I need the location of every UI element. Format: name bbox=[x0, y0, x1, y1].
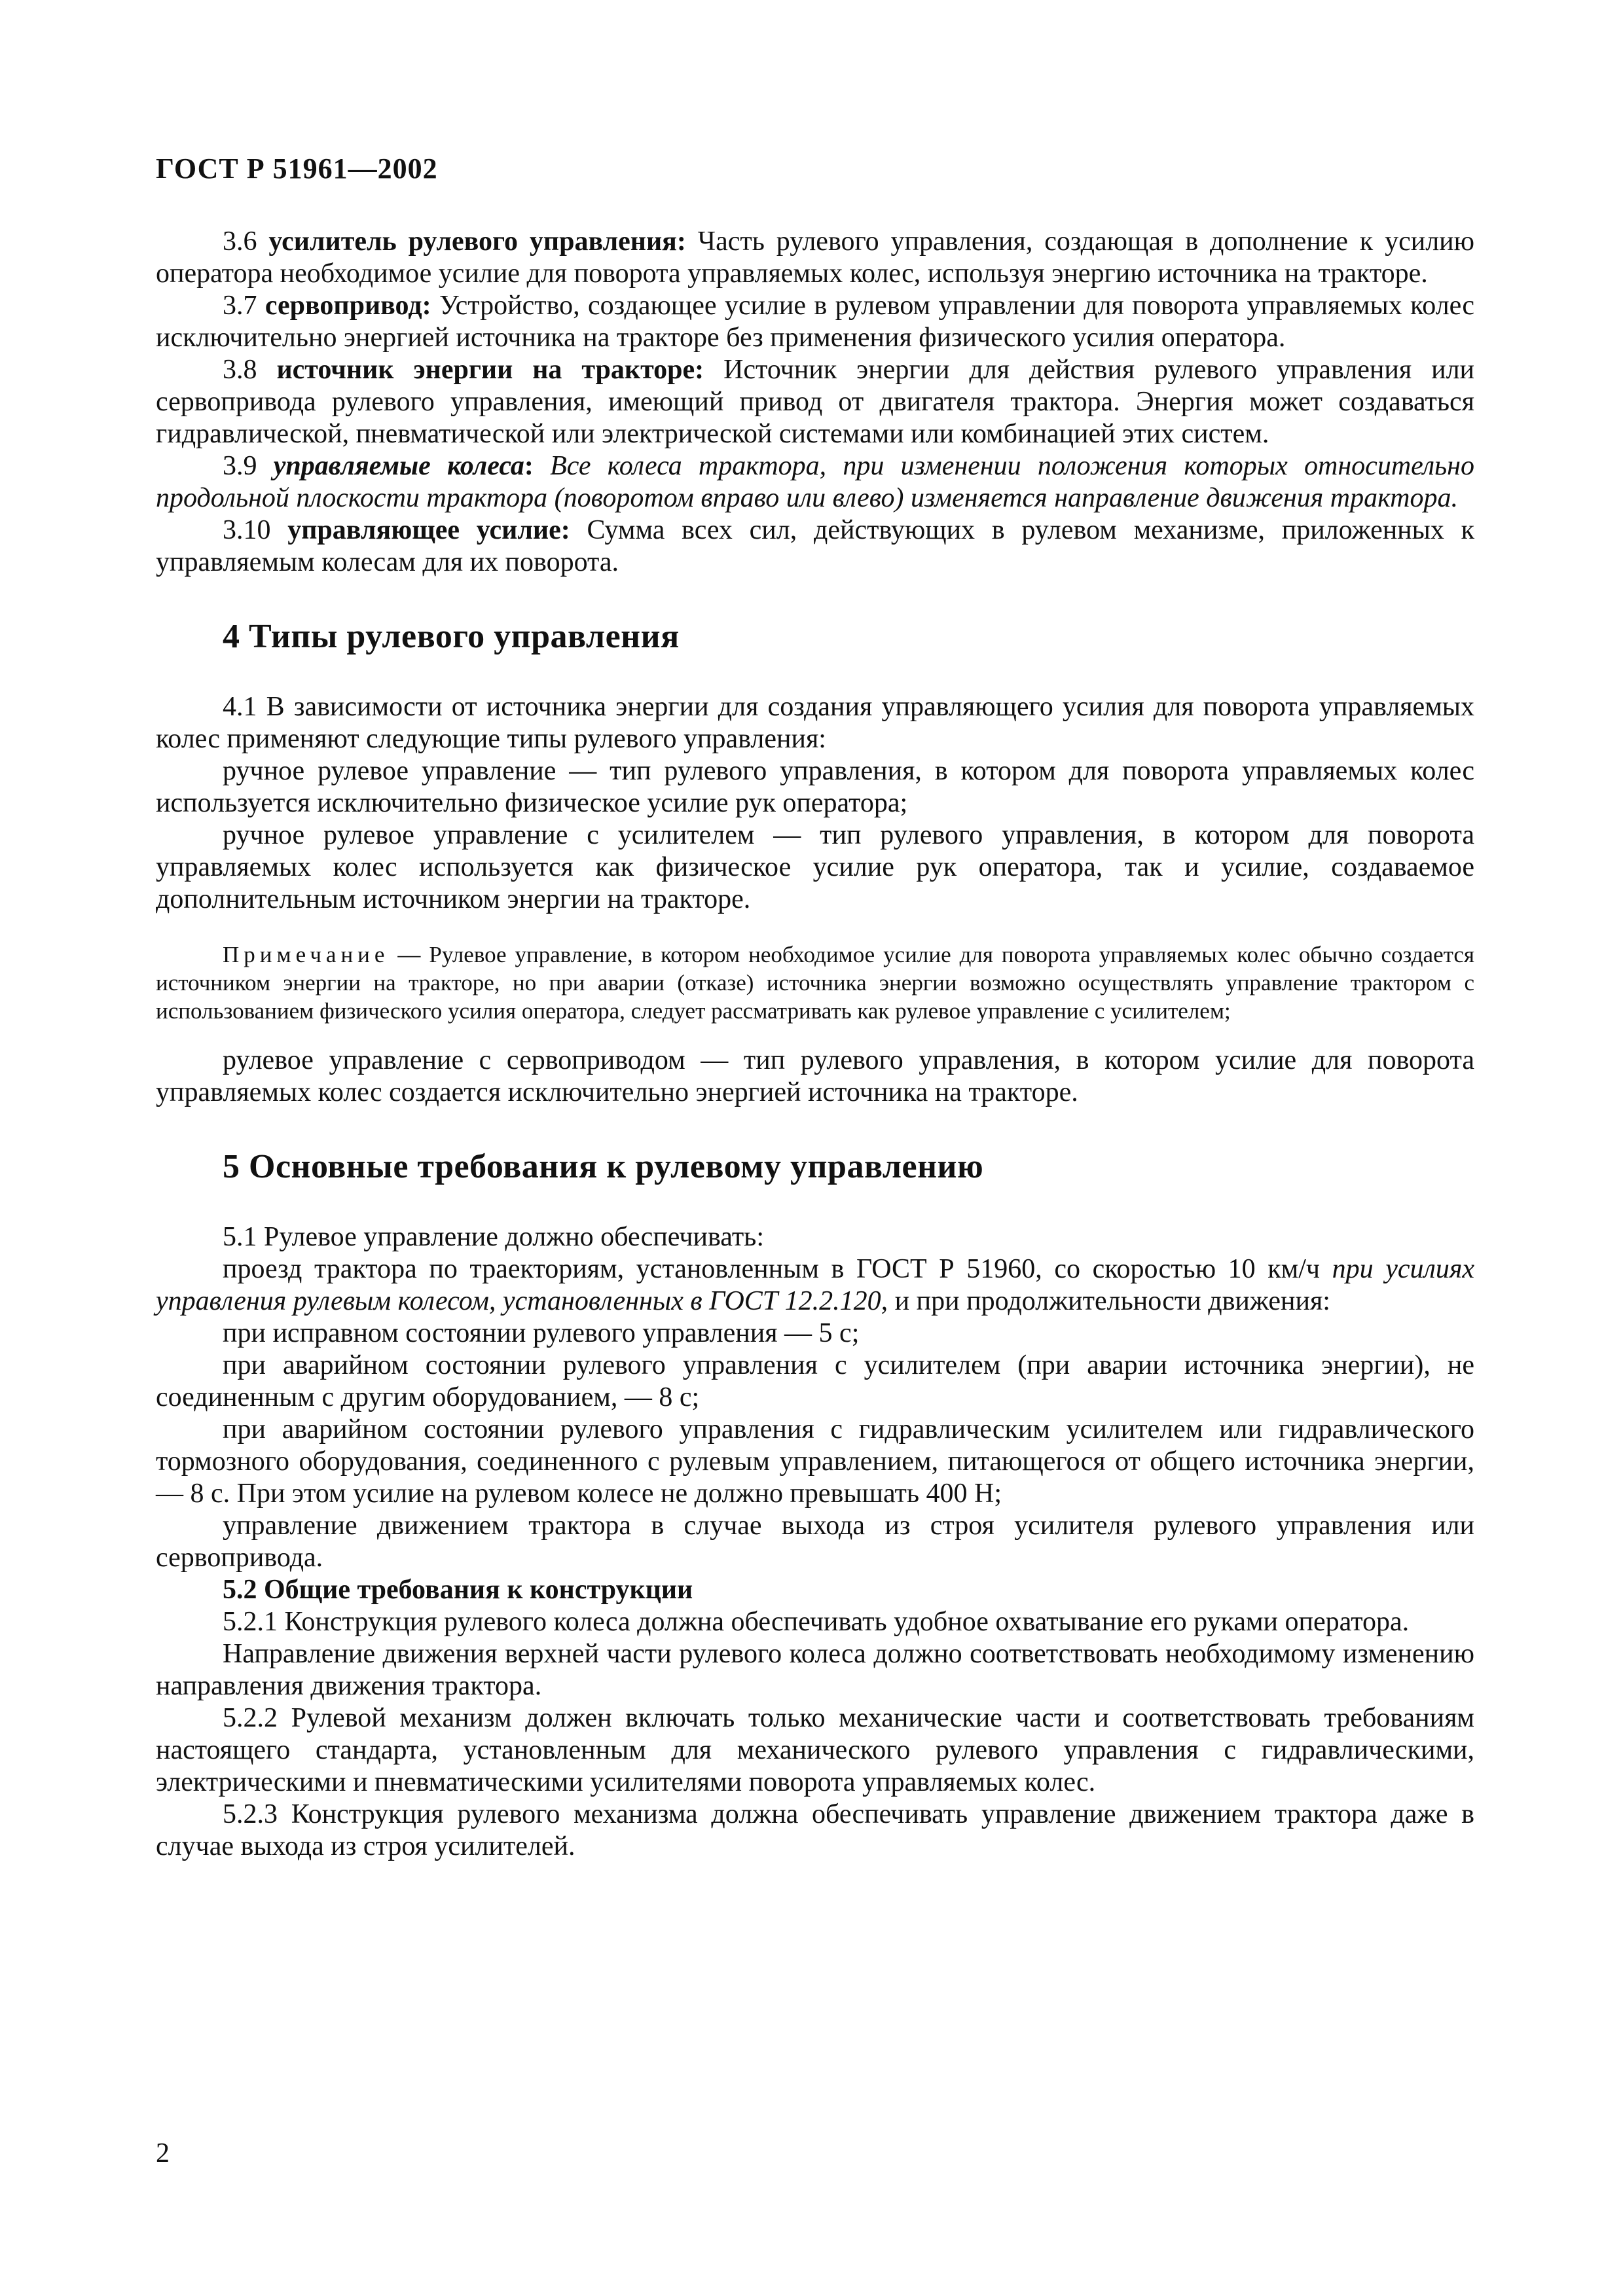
paragraph: ручное рулевое управление с усилителем — тип рулевого управления, в котором для поворота управляемых колес используется как физическое усилие рук оператора, так и усилие, создаваемое дополнительным источником энергии на тракторе. bbox=[156, 820, 1474, 914]
clause-3-10: 3.10 управляющее усилие: Сумма всех сил, действующих в рулевом механизме, приложенных к управляемым колесам для их поворота. bbox=[156, 515, 1475, 577]
paragraph: рулевое управление с сервоприводом — тип рулевого управления, в котором усилие для поворота управляемых колес создается исключительно энергией источника на тракторе. bbox=[156, 1045, 1474, 1107]
note-label: Примечание bbox=[223, 942, 390, 967]
term: источник энергии на тракторе: bbox=[276, 355, 704, 385]
paragraph: Направление движения верхней части рулевого колеса должно соответствовать необходимому изменению направления движения трактора. bbox=[156, 1639, 1474, 1701]
term: управляемые колеса bbox=[273, 451, 524, 481]
paragraph: при аварийном состоянии рулевого управления с усилителем (при аварии источника энергии), не соединенным с другим оборудованием, — 8 с; bbox=[156, 1350, 1474, 1412]
note bbox=[156, 941, 1474, 1025]
term: усилитель рулевого управления: bbox=[268, 226, 686, 257]
clause-3-6: 3.6 усилитель рулевого управления: Часть рулевого управления, создающая в дополнение к усилию оператора необходимое усилие для поворота управляемых колес, используя энергию источника на тракторе. bbox=[156, 226, 1475, 289]
paragraph: управление движением трактора в случае выхода из строя усилителя рулевого управления или сервопривода. bbox=[156, 1511, 1474, 1573]
paragraph: ручное рулевое управление — тип рулевого управления, в котором для поворота управляемых колес используется исключительно физическое усилие рук оператора; bbox=[156, 756, 1474, 818]
paragraph: при исправном состоянии рулевого управления — 5 с; bbox=[223, 1318, 860, 1348]
section-5-title: 5 Основные требования к рулевому управлению bbox=[223, 1148, 984, 1185]
section-4-title: 4 Типы рулевого управления bbox=[223, 618, 680, 655]
clause-3-8: 3.8 источник энергии на тракторе: Источник энергии для действия рулевого управления или сервопривода рулевого управления, имеющий привод от двигателя трактора. Энергия может создаваться гидравлической, пневматической или электрической системами или комбинацией этих систем. bbox=[156, 355, 1475, 449]
document-header: ГОСТ Р 51961—2002 bbox=[156, 152, 438, 185]
clause-5-2-2: 5.2.2 Рулевой механизм должен включать только механические части и соответствовать требованиям настоящего стандарта, установленным для механического рулевого управления с гидравлическими, электрическими и пневматическими усилителями поворота управляемых колес. bbox=[156, 1703, 1474, 1797]
clause-5-2-3: 5.2.3 Конструкция рулевого механизма должна обеспечивать управление движением трактора даже в случае выхода из строя усилителей. bbox=[156, 1799, 1474, 1861]
clause-3-9: 3.9 управляемые колеса: Все колеса трактора, при изменении положения которых относительно продольной плоскости трактора (поворотом вправо или влево) изменяется направление движения трактора. bbox=[156, 451, 1475, 513]
term: управляющее усилие: bbox=[287, 515, 570, 545]
clause-3-7: 3.7 сервопривод: Устройство, создающее усилие в рулевом управлении для поворота управляемых колес исключительно энергией источника на тракторе без применения физического усилия оператора. bbox=[156, 291, 1475, 353]
clause-5-1: 5.1 Рулевое управление должно обеспечивать: bbox=[223, 1222, 764, 1252]
paragraph: при аварийном состоянии рулевого управления с гидравлическим усилителем или гидравлического тормозного оборудования, соединенного с рулевым управлением, питающегося от общего источника энергии, — 8 с. При этом усилие на рулевом колесе не должно превышать 400 Н; bbox=[156, 1414, 1474, 1509]
page-number: 2 bbox=[156, 2138, 170, 2168]
clause-5-2-1: 5.2.1 Конструкция рулевого колеса должна обеспечивать удобное охватывание его руками оператора. bbox=[223, 1607, 1410, 1637]
paragraph: проезд трактора по траекториям, установленным в ГОСТ Р 51960, со скоростью 10 км/ч при усилиях управления рулевым колесом, установленных в ГОСТ 12.2.120, и при продолжительности движения: bbox=[156, 1254, 1474, 1316]
term: сервопривод: bbox=[264, 291, 431, 321]
subsection-5-2-title: 5.2 Общие требования к конструкции bbox=[223, 1575, 693, 1605]
document-body bbox=[156, 226, 1474, 1863]
note-text: — Рулевое управление, в котором необходимое усилие для поворота управляемых колес обычно создается источником энергии на тракторе, но при аварии (отказе) источника энергии возможно осуществлять управление трактором с использованием физического усилия оператора, следует рассматривать как рулевое управление с усилителем; bbox=[156, 942, 1474, 1024]
clause-4-1: 4.1 В зависимости от источника энергии для создания управляющего усилия для поворота управляемых колес применяют следующие типы рулевого управления: bbox=[156, 692, 1474, 754]
